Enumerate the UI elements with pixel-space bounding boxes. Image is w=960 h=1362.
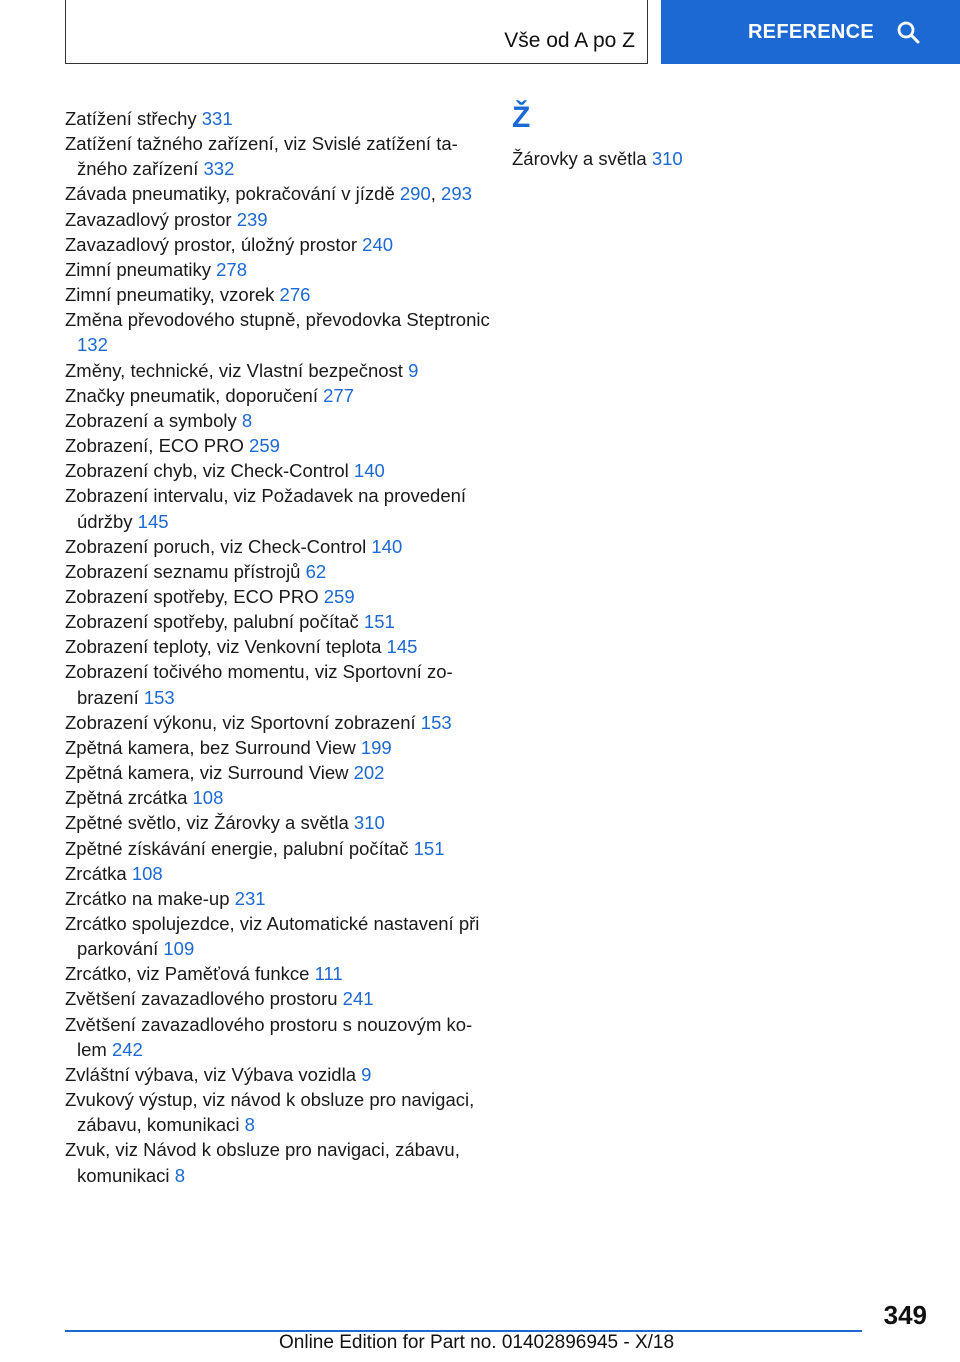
page-link[interactable]: 259: [323, 585, 355, 607]
page-link[interactable]: 145: [386, 636, 418, 658]
page-link[interactable]: 278: [216, 258, 248, 280]
page-link[interactable]: 153: [143, 686, 175, 708]
index-entry: Závada pneumatiky, pokračování v jízdě 290, 293: [65, 183, 472, 205]
index-entry: [65, 1012, 490, 1062]
index-entry-text: Zimní pneumatiky: [65, 258, 217, 280]
page-link[interactable]: 108: [131, 862, 163, 884]
page-link[interactable]: 242: [111, 1038, 143, 1060]
index-entry: [65, 207, 490, 232]
index-entry-text: Zpětná kamera, viz Surround View: [65, 762, 354, 784]
page-link[interactable]: 199: [360, 736, 392, 758]
index-entry-text: Zatížení střechy: [65, 108, 202, 129]
index-entry: [512, 146, 912, 171]
page-link[interactable]: 276: [279, 284, 311, 306]
page-link[interactable]: 8: [241, 409, 253, 431]
index-entry-text: Zimní pneumatiky, vzorek: [65, 284, 280, 306]
index-entry-text: Zrcátko, viz Paměťová funkce: [65, 963, 315, 985]
page-link[interactable]: 140: [353, 460, 385, 482]
index-entry: [65, 131, 490, 181]
index-entry-text: Zvětšení zavazadlového prostoru s nouzovým kolem: [65, 1013, 473, 1060]
index-entry-text: Zpětná kamera, bez Surround View: [65, 736, 361, 758]
page-link[interactable]: 331: [201, 108, 233, 129]
index-entry: [65, 307, 490, 357]
index-entry: [65, 961, 490, 986]
index-column-right: [512, 98, 912, 171]
reference-tab[interactable]: [661, 0, 960, 64]
index-entry: [65, 634, 490, 659]
page-link[interactable]: 259: [249, 435, 280, 457]
page-link[interactable]: 9: [361, 1063, 372, 1085]
index-entry: [65, 1087, 490, 1137]
page-link[interactable]: 239: [236, 208, 268, 230]
index-column-left: [65, 106, 490, 1188]
index-entry-text: Zavazadlový prostor: [65, 208, 237, 230]
index-entry: [65, 559, 490, 584]
index-entry: [65, 358, 490, 383]
footer-edition-text: Online Edition for Part no. 01402896945 - X/18: [279, 1332, 675, 1353]
index-entry-text: Zvuk, viz Návod k obsluze pro navigaci, zábavu, komunikaci: [65, 1139, 460, 1186]
page-link[interactable]: 240: [362, 233, 394, 255]
index-entry: [65, 986, 490, 1011]
index-entry: [65, 836, 490, 861]
index-entry: [65, 886, 490, 911]
index-entry-text: Zpětná zrcátka: [65, 787, 193, 809]
index-entry-text: Zatížení tažného zařízení, viz Svislé zatížení tažného zařízení: [65, 133, 458, 180]
index-entry: [65, 408, 490, 433]
index-entry-text: Zrcátko na make-up: [65, 887, 235, 909]
index-entry: [65, 433, 490, 458]
index-entry: [65, 659, 490, 709]
page-number: 349: [883, 1300, 927, 1330]
index-entry-text: Zobrazení teploty, viz Venkovní teplota: [65, 636, 387, 658]
index-entry-text: Závada pneumatiky, pokračování v jízdě: [65, 183, 400, 205]
page-link[interactable]: 111: [314, 963, 343, 985]
index-entry-text: Zavazadlový prostor, úložný prostor: [65, 233, 363, 255]
index-entry: [65, 911, 490, 961]
index-entry: [65, 483, 490, 533]
page-link[interactable]: 231: [234, 887, 266, 909]
header-section-box: [65, 0, 648, 64]
index-entry-text: Zobrazení spotřeby, ECO PRO: [65, 585, 324, 607]
page-link[interactable]: 132: [77, 334, 108, 356]
index-entry-text: Zobrazení točivého momentu, viz Sportovní zobrazení: [65, 661, 453, 708]
index-entry: [65, 106, 490, 131]
index-entry-text: Zvětšení zavazadlového prostoru: [65, 988, 343, 1010]
page-link[interactable]: 310: [353, 812, 385, 834]
page-link[interactable]: 109: [163, 938, 195, 960]
index-entry: [65, 785, 490, 810]
index-entry-text: Zobrazení intervalu, viz Požadavek na provedení údržby: [65, 485, 467, 532]
index-entry-text: Zrcátko spolujezdce, viz Automatické nastavení při parkování: [65, 913, 480, 960]
page-link[interactable]: 8: [174, 1164, 185, 1186]
page-link[interactable]: 140: [371, 535, 403, 557]
index-entry-text: Zvukový výstup, viz návod k obsluze pro navigaci, zábavu, komunikaci: [65, 1089, 475, 1136]
index-entry: [65, 1062, 490, 1087]
index-entry: [65, 609, 490, 634]
page-link[interactable]: 151: [363, 611, 395, 633]
index-entry-text: Značky pneumatik, doporučení: [65, 384, 324, 406]
index-entry: [65, 458, 490, 483]
index-entry-text: Zvláštní výbava, viz Výbava vozidla: [65, 1063, 362, 1085]
reference-tab-label: REFERENCE: [747, 20, 874, 43]
index-entry: [65, 584, 490, 609]
search-icon[interactable]: [896, 20, 920, 44]
index-entry-text: Zobrazení spotřeby, palubní počítač: [65, 611, 364, 633]
index-entry: [65, 1137, 490, 1187]
page-link[interactable]: 153: [420, 711, 452, 733]
page-link[interactable]: 241: [342, 988, 374, 1010]
index-entry-text: Zpětné získávání energie, palubní počítač: [65, 837, 414, 859]
page-link[interactable]: 145: [137, 510, 169, 532]
index-entry-text: Zobrazení seznamu přístrojů: [65, 560, 306, 582]
page-link[interactable]: 332: [203, 158, 235, 180]
index-entry: [65, 810, 490, 835]
index-entry: [65, 534, 490, 559]
index-entry: [65, 760, 490, 785]
index-entry-text: Žárovky a světla: [512, 148, 652, 169]
index-entry: [65, 257, 490, 282]
page-link[interactable]: 290: [399, 183, 431, 205]
index-entry-text: Zobrazení výkonu, viz Sportovní zobrazení: [65, 711, 421, 733]
page-link[interactable]: 151: [413, 837, 445, 859]
page-link[interactable]: 293: [441, 183, 472, 205]
index-entry: [65, 861, 490, 886]
index-entry-text: Změny, technické, viz Vlastní bezpečnost: [65, 359, 409, 381]
page-link[interactable]: 8: [244, 1114, 255, 1136]
page-link[interactable]: 62: [305, 560, 327, 582]
index-entry-text: Zrcátka: [65, 862, 132, 884]
page-link[interactable]: 202: [353, 762, 385, 784]
index-entry-text: Zpětné světlo, viz Žárovky a světla: [65, 812, 354, 834]
section-title: Vše od A po Z: [504, 29, 635, 52]
index-entry: [65, 282, 490, 307]
index-entry-text: Zobrazení chyb, viz Check-Control: [65, 460, 354, 482]
page-link[interactable]: 310: [651, 148, 683, 169]
index-entry-text: Změna převodového stupně, převodovka Steptronic: [65, 309, 490, 331]
index-entry: [65, 383, 490, 408]
index-letter-heading: Ž: [512, 101, 531, 134]
index-entry: [65, 232, 490, 257]
page-link[interactable]: 9: [408, 359, 419, 381]
index-entry: [65, 710, 490, 735]
page-link[interactable]: 277: [323, 384, 354, 406]
index-entry-text: Zobrazení poruch, viz Check-Control: [65, 535, 372, 557]
page-link[interactable]: 108: [192, 787, 224, 809]
index-entry-text: Zobrazení a symboly: [65, 409, 242, 431]
index-entry-text: Zobrazení, ECO PRO: [65, 435, 250, 457]
index-entry: [65, 735, 490, 760]
